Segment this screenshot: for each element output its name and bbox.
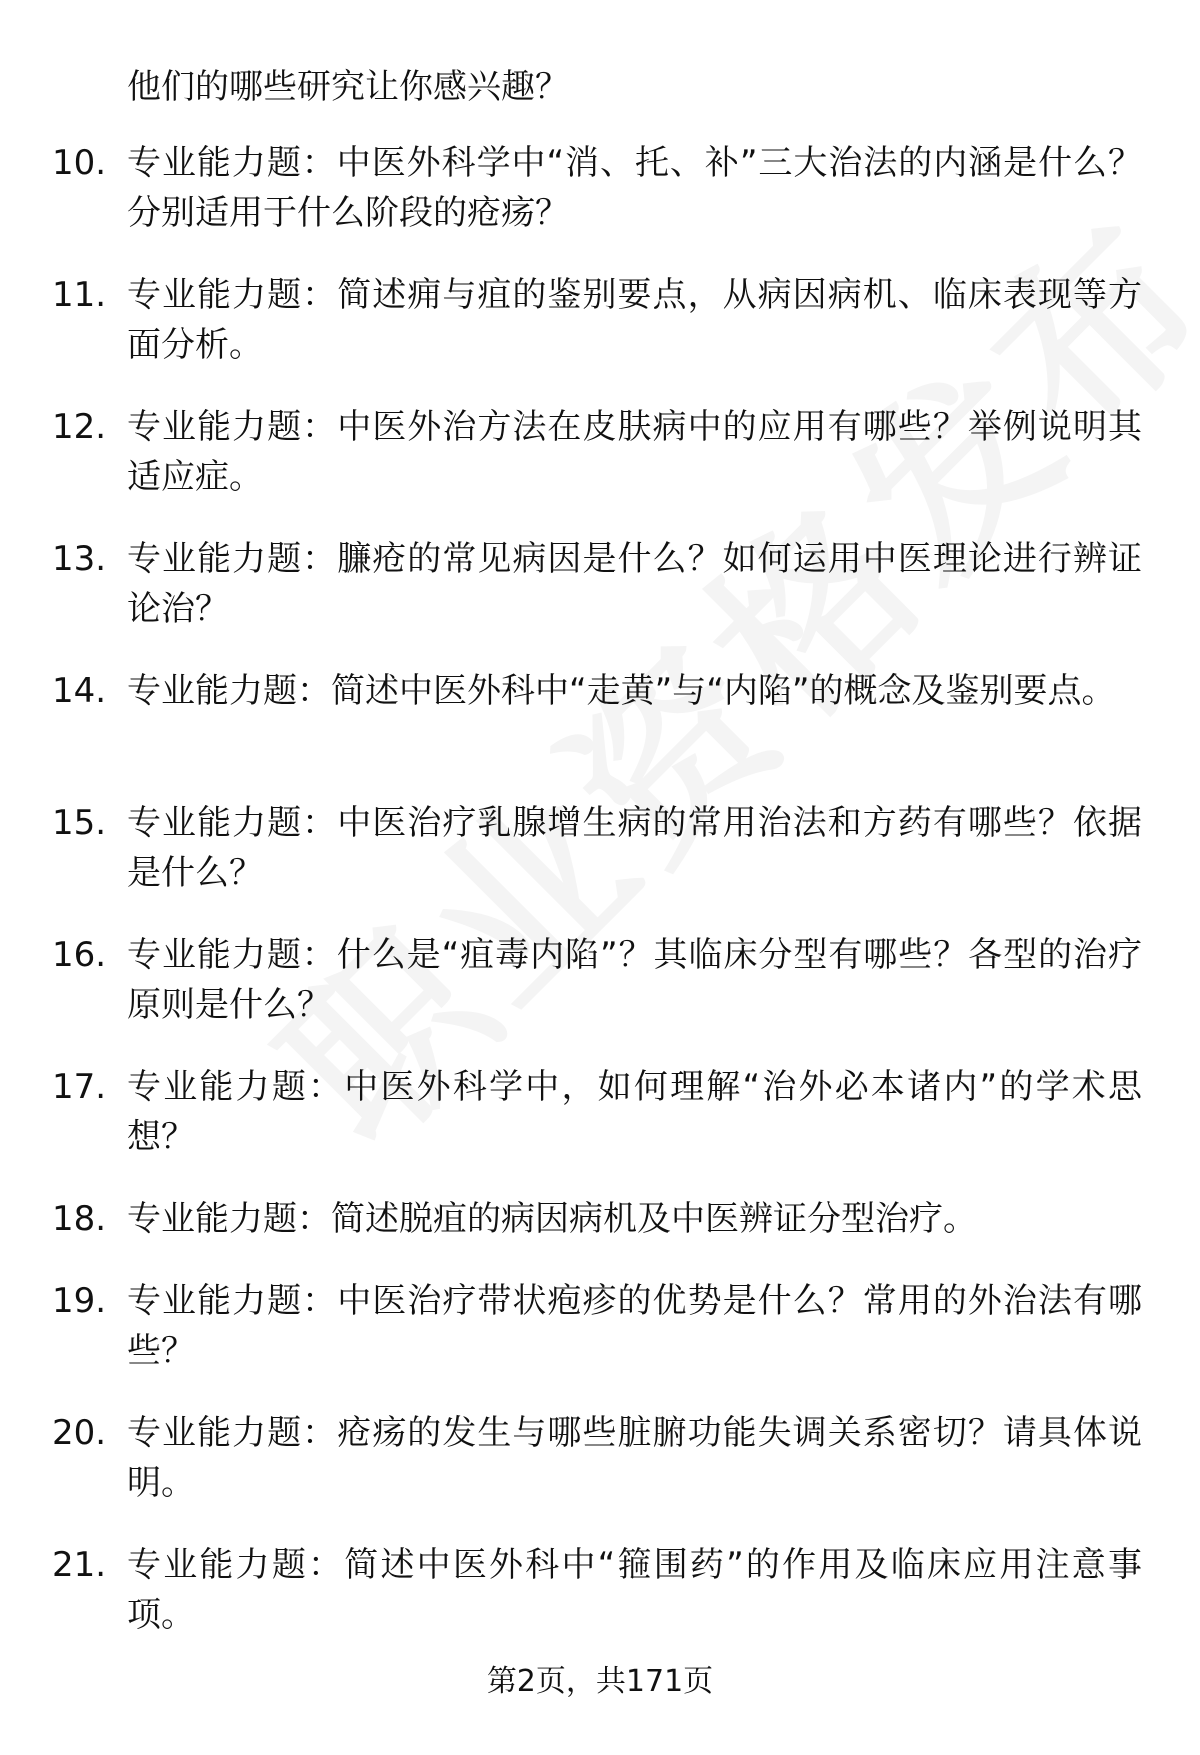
question-text: 专业能力题：中医治疗带状疱疹的优势是什么？常用的外治法有哪些？ (127, 1281, 1142, 1371)
question-text: 专业能力题：简述中医外科中“箍围药”的作用及临床应用注意事项。 (127, 1545, 1142, 1635)
question-text: 专业能力题：中医外科学中“消、托、补”三大治法的内涵是什么？分别适用于什么阶段的疮疡？ (127, 143, 1142, 233)
question-text: 专业能力题：中医外科学中，如何理解“治外必本诸内”的学术思想？ (127, 1067, 1142, 1157)
question-text: 专业能力题：简述痈与疽的鉴别要点，从病因病机、临床表现等方面分析。 (127, 275, 1142, 365)
question-item-14 (0, 666, 1200, 766)
question-number: 11. (52, 275, 107, 315)
question-item-17 (0, 1062, 1200, 1162)
question-text: 专业能力题：什么是“疽毒内陷”？其临床分型有哪些？各型的治疗原则是什么？ (127, 935, 1142, 1025)
question-number: 15. (52, 803, 107, 843)
question-item-18 (0, 1194, 1200, 1244)
question-number: 18. (52, 1199, 107, 1239)
question-number: 13. (52, 539, 107, 579)
question-text: 专业能力题：中医外治方法在皮肤病中的应用有哪些？举例说明其适应症。 (127, 407, 1142, 497)
question-number: 17. (52, 1067, 107, 1107)
question-item-20 (0, 1408, 1200, 1508)
question-number: 19. (52, 1281, 107, 1321)
question-number: 20. (52, 1413, 107, 1453)
question-item-10 (0, 138, 1200, 238)
question-number: 12. (52, 407, 107, 447)
question-number: 14. (52, 671, 107, 711)
question-item-19 (0, 1276, 1200, 1376)
question-item-13 (0, 534, 1200, 634)
question-item-21 (0, 1540, 1200, 1640)
question-number: 21. (52, 1545, 107, 1585)
continuation-text: 他们的哪些研究让你感兴趣？ (127, 67, 569, 107)
question-text: 专业能力题：臁疮的常见病因是什么？如何运用中医理论进行辨证论治？ (127, 539, 1142, 629)
question-item-16 (0, 930, 1200, 1030)
question-number: 10. (52, 143, 107, 183)
question-text: 专业能力题：疮疡的发生与哪些脏腑功能失调关系密切？请具体说明。 (127, 1413, 1142, 1503)
question-text: 专业能力题：中医治疗乳腺增生病的常用治法和方药有哪些？依据是什么？ (127, 803, 1142, 893)
question-item-12 (0, 402, 1200, 502)
question-list (0, 138, 1200, 1672)
question-item-15 (0, 798, 1200, 898)
question-text: 专业能力题：简述脱疽的病因病机及中医辨证分型治疗。 (127, 1199, 977, 1239)
question-text: 专业能力题：简述中医外科中“走黄”与“内陷”的概念及鉴别要点。 (127, 671, 1116, 711)
page-footer: 第2页，共171页 (486, 1664, 714, 1699)
question-item-11 (0, 270, 1200, 370)
question-number: 16. (52, 935, 107, 975)
